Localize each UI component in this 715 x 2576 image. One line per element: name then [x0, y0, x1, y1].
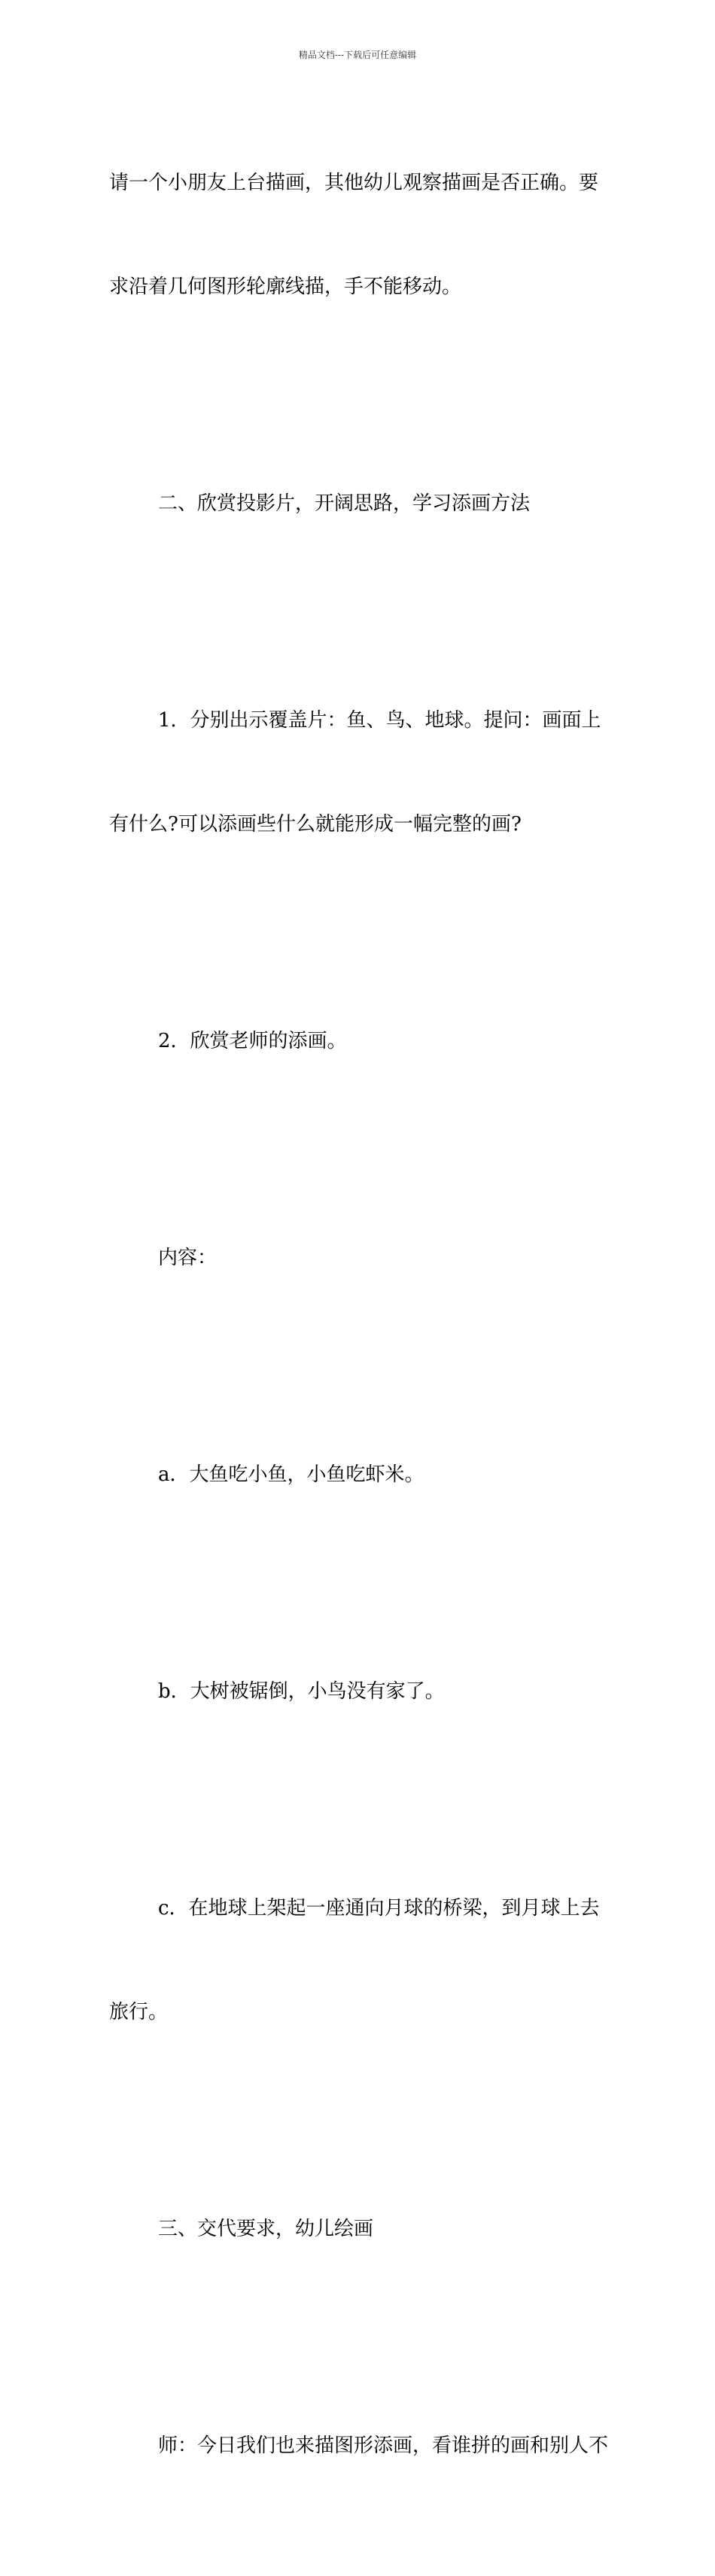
paragraph-line: 三、交代要求，幼儿绘画 — [158, 2218, 374, 2240]
page-header: 精品文档---下载后可任意编辑 — [298, 50, 417, 60]
paragraph-line: a．大鱼吃小鱼，小鱼吃虾米。 — [158, 1463, 424, 1486]
document-body — [109, 96, 610, 2576]
paragraph-1 — [109, 96, 610, 373]
paragraph-item-a — [109, 1388, 610, 1561]
paragraph-line: 师：今日我们也来描图形添画，看谁拼的画和别人不 — [158, 2434, 609, 2457]
paragraph-item-2 — [109, 955, 610, 1128]
paragraph-line: 2．欣赏老师的添画。 — [158, 1030, 347, 1052]
paragraph-section-3-heading — [109, 2142, 610, 2316]
paragraph-item-c — [109, 1822, 610, 2099]
paragraph-content-label — [109, 1171, 610, 1344]
paragraph-item-b — [109, 1605, 610, 1778]
paragraph-line: 旅行。 — [109, 2001, 169, 2023]
paragraph-line: 请一个小朋友上台描画，其他幼儿观察描画是否正确。要 — [109, 172, 599, 194]
paragraph-item-1 — [109, 634, 610, 911]
paragraph-line: c．在地球上架起一座通向月球的桥梁，到月球上去 — [158, 1897, 600, 1920]
paragraph-line: 二、欣赏投影片，开阔思路，学习添画方法 — [158, 492, 531, 515]
paragraph-line: b．大树被锯倒，小鸟没有家了。 — [158, 1680, 445, 1703]
paragraph-line: 1．分别出示覆盖片：鱼、鸟、地球。提问：画面上 — [158, 709, 601, 732]
paragraph-line: 内容： — [158, 1247, 218, 1269]
paragraph-section-2-heading — [109, 417, 610, 590]
paragraph-teacher — [109, 2359, 610, 2532]
paragraph-line: 求沿着几何图形轮廓线描，手不能移动。 — [109, 276, 462, 298]
paragraph-line: 有什么?可以添画些什么就能形成一幅完整的画? — [109, 813, 522, 836]
